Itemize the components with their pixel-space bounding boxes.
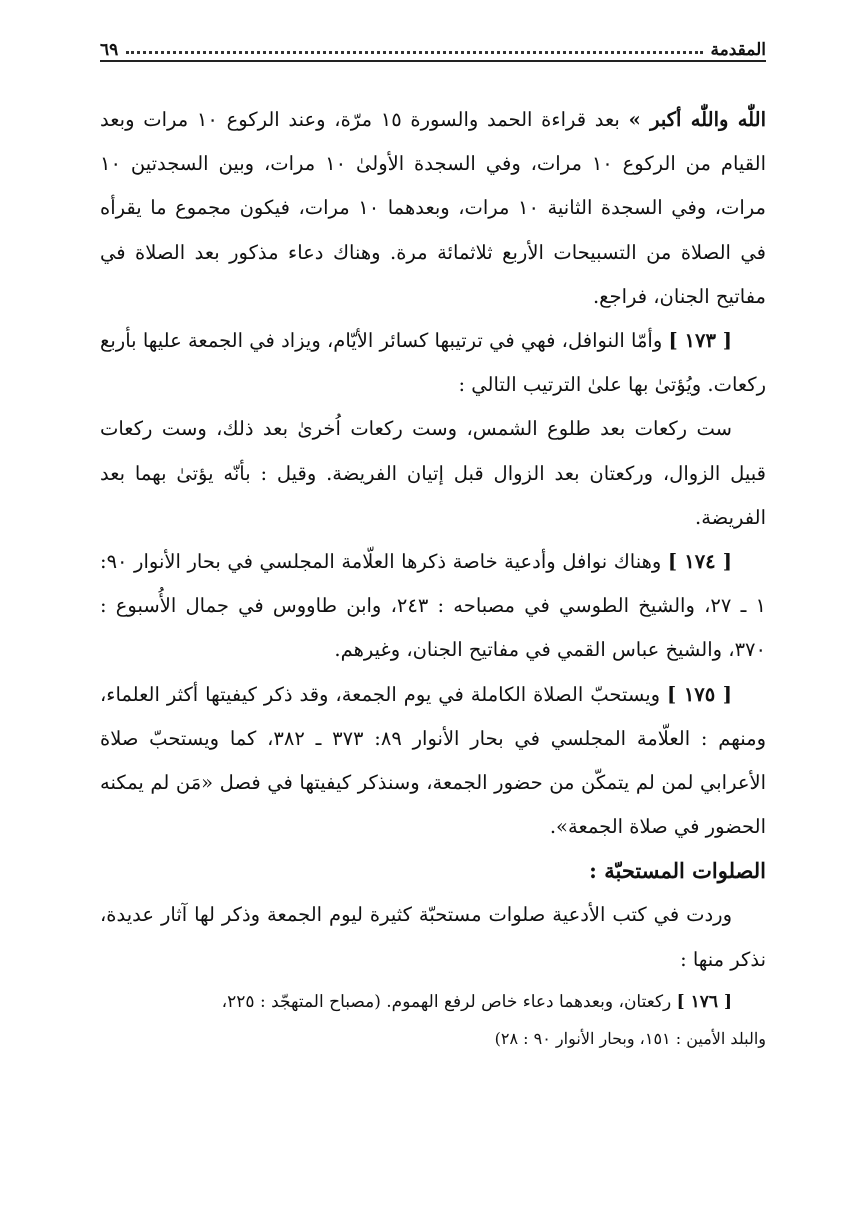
item-number: [ ١٧٦ ] (676, 991, 732, 1012)
header-dot-leader (126, 50, 702, 54)
section-intro: وردت في كتب الأدعية صلوات مستحبّة كثيرة ليوم الجمعة وذكر لها آثار عديدة، نذكر منها : (100, 903, 766, 971)
paragraph-text: وهناك نوافل وأدعية خاصة ذكرها العلّامة المجلسي في بحار الأنوار ٩٠: ١ ـ ٢٧، والشيخ الطوسي في مصباحه : ٢٤٣، وابن طاووس في جمال الأُسبوع : ٣٧٠، والشيخ عباس القمي في مفاتيح الجنان، وغيرهم. (100, 550, 766, 662)
section-title: المقدمة (710, 40, 766, 60)
reference-line-1: (مصباح المتهجّد : ٢٢٥، (221, 991, 381, 1012)
paragraph-lead: اللّٰه واللّٰه أكبر » (628, 108, 766, 131)
paragraph-text: ست ركعات بعد طلوع الشمس، وست ركعات اُخرىٰ بعد ذلك، وست ركعات قبيل الزوال، وركعتان بعد الزوال قبل إتيان الفريضة. وقيل : بأنّه يؤتىٰ بهما بعد الفريضة. (100, 417, 766, 529)
page-number: ٦٩ (100, 40, 119, 60)
section-heading: الصلوات المستحبّة : (589, 858, 766, 884)
paragraph-text: ركعتان، وبعدهما دعاء خاص لرفع الهموم. (386, 991, 677, 1012)
paragraph-text: ويستحبّ الصلاة الكاملة في يوم الجمعة، وقد ذكر كيفيتها أكثر العلماء، ومنهم : العلّامة المجلسي في بحار الأنوار ٨٩: ٣٧٣ ـ ٣٨٢، كما ويستحبّ صلاة الأعرابي لمن لم يتمكّن من حضور الجمعة، وسنذكر كيفيتها في فصل «مَن لم يمكنه الحضور في صلاة الجمعة». (100, 682, 766, 839)
paragraph-text: وأمّا النوافل، فهي في ترتيبها كسائر الأيّام، ويزاد في الجمعة عليها بأربع ركعات. ويُؤتىٰ بها علىٰ الترتيب التالي : (100, 329, 766, 397)
paragraph-173 (100, 319, 766, 407)
item-number: [ ١٧٥ ] (667, 682, 732, 706)
item-number: [ ١٧٤ ] (667, 550, 733, 574)
paragraph-174 (100, 540, 766, 673)
paragraph-175 (100, 673, 766, 850)
running-header (100, 30, 766, 62)
reference-line-2: والبلد الأمين : ١٥١، وبحار الأنوار ٩٠ : ٢٨) (494, 1028, 766, 1048)
paragraph-rakaat (100, 407, 766, 540)
paragraph-text: بعد قراءة الحمد والسورة ١٥ مرّة، وعند الركوع ١٠ مرات وبعد القيام من الركوع ١٠ مرات، وفي السجدة الأولىٰ ١٠ مرات، وبين السجدتين ١٠ مرات، وفي السجدة الثانية ١٠ مرات، وبعدهما ١٠ مرات، فيكون مجموع ما يقرأه في الصلاة من التسبيحات الأربع ثلاثمائة مرة. وهناك دعاء مذكور بعد الصلاة في مفاتيح الجنان، فراجع. (100, 108, 766, 308)
page-body (100, 98, 766, 1056)
item-number: [ ١٧٣ ] (668, 329, 732, 353)
paragraph-176 (100, 982, 766, 1022)
paragraph-tasbih (100, 98, 766, 319)
